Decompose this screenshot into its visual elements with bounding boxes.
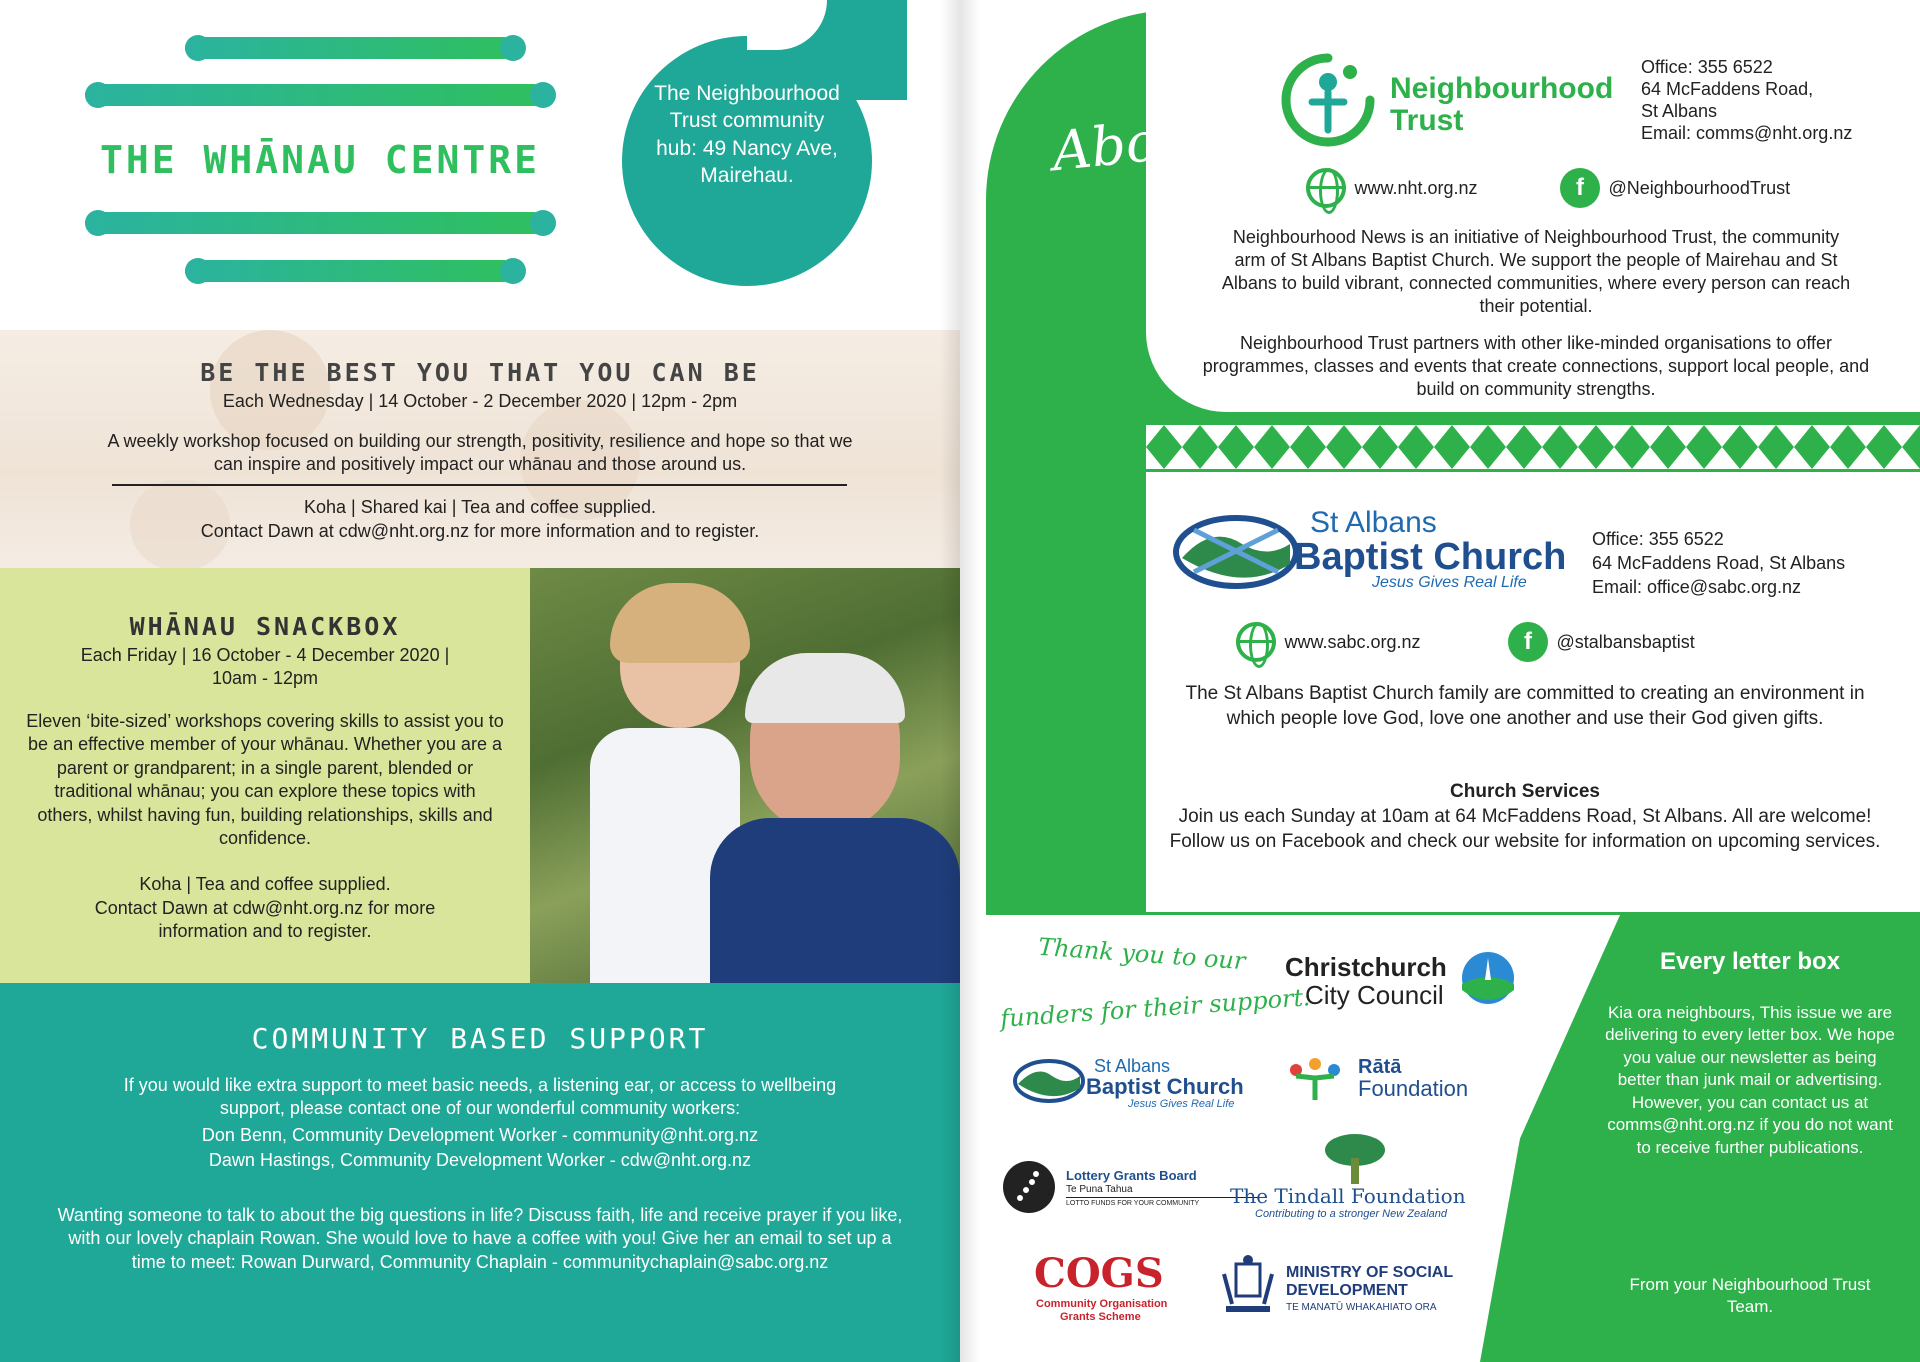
- snackbox-schedule: Each Friday | 16 October - 4 December 2020 | 10am - 12pm: [80, 645, 450, 689]
- sabc-email: Email: office@sabc.org.nz: [1592, 577, 1802, 597]
- nht-logo: [1278, 50, 1378, 150]
- tindall-text-2: Contributing to a stronger New Zealand: [1255, 1208, 1447, 1220]
- lottery-text-2: Te Puna Tahua: [1066, 1184, 1133, 1195]
- hub-bubble-text: The Neighbourhood Trust community hub: 49 Nancy Ave, Mairehau.: [654, 82, 840, 187]
- community-title: COMMUNITY BASED SUPPORT: [251, 1022, 709, 1055]
- sabc-small-text-2: Baptist Church: [1086, 1074, 1244, 1099]
- globe-icon: [1306, 168, 1346, 208]
- tindall-tree-icon: [1320, 1132, 1390, 1184]
- page-spine: [940, 0, 980, 1362]
- about-paragraph-1: Neighbourhood News is an initiative of Neighbourhood Trust, the community arm of St Albans Baptist Church. We support the people of Mairehau and St Albans to build vibrant, connected communities, where every person can reach their potential.: [1221, 227, 1851, 317]
- sabc-web-link[interactable]: www.sabc.org.nz: [1284, 631, 1421, 652]
- community-worker-don: Don Benn, Community Development Worker - community@nht.org.nz: [201, 1125, 759, 1145]
- rata-foundation-icon: [1286, 1056, 1344, 1100]
- funders-thanks-2: funders for their support:: [999, 983, 1313, 1033]
- ccc-logo-text-1: Christchurch: [1285, 952, 1447, 982]
- lottery-text-3: LOTTO FUNDS FOR YOUR COMMUNITY: [1066, 1200, 1200, 1207]
- nht-email: Email: comms@nht.org.nz: [1641, 123, 1853, 143]
- deco-bar: [85, 84, 545, 106]
- header-title: THE WHĀNAU CENTRE: [100, 138, 540, 182]
- lottery-nz-map-icon: [1002, 1160, 1056, 1214]
- letterbox-title: Every letter box: [1659, 948, 1841, 975]
- sabc-small-text-1: St Albans: [1094, 1056, 1171, 1076]
- deco-dot: [530, 210, 556, 236]
- sabc-logo-text-2: Baptist Church: [1294, 536, 1567, 578]
- sabc-web-row[interactable]: [1236, 622, 1421, 662]
- deco-dot: [530, 82, 556, 108]
- divider-line: [112, 484, 847, 486]
- sabc-logo-mark: [1172, 514, 1300, 595]
- about-script-title: About: [1049, 103, 1218, 184]
- nz-coat-of-arms-icon: [1218, 1254, 1278, 1318]
- msd-text-3: TE MANATŪ WHAKAHIATO ORA: [1286, 1302, 1437, 1313]
- ccc-logo-text-2: City Council: [1305, 980, 1444, 1010]
- community-intro: If you would like extra support to meet basic needs, a listening ear, or access to wellbeing support, please contact one of our wonderful community workers:: [123, 1075, 837, 1119]
- community-chaplain: Wanting someone to talk to about the big questions in life? Discuss faith, life and receive prayer if you like, with our lovely chaplain Rowan. She would love to have a coffee with you! Give her an email to set up a time to meet: Rowan Durward, Community Chaplain - communitychaplain@sabc.org.nz: [57, 1205, 903, 1272]
- sabc-services-text: Join us each Sunday at 10am at 64 McFaddens Road, St Albans. All are welcome! Follow us on Facebook and check our website for information on upcoming services.: [1169, 806, 1881, 852]
- about-paragraph-2: Neighbourhood Trust partners with other like-minded organisations to offer programmes, classes and events that create connections, support local people, and build on community strengths.: [1202, 333, 1870, 400]
- deco-bar: [85, 212, 545, 234]
- nht-facebook-row[interactable]: [1560, 168, 1790, 208]
- right-page: [960, 0, 1920, 1362]
- sabc-logo-mark-icon: [1172, 514, 1300, 590]
- grandparent-photo: [530, 568, 960, 983]
- sabc-facebook-row[interactable]: [1508, 622, 1695, 662]
- msd-text-1: MINISTRY OF SOCIAL: [1286, 1264, 1454, 1281]
- cogs-text-1: COGS: [1034, 1250, 1164, 1297]
- nht-address-2: St Albans: [1641, 101, 1718, 121]
- msd-text-2: DEVELOPMENT: [1286, 1282, 1408, 1299]
- sabc-small-tag: Jesus Gives Real Life: [1128, 1098, 1235, 1110]
- lottery-text-1: Lottery Grants Board: [1066, 1168, 1197, 1183]
- nht-logo-mark-icon: [1278, 50, 1378, 150]
- sabc-facebook-link[interactable]: @stalbansbaptist: [1556, 631, 1695, 652]
- best-you-schedule: Each Wednesday | 14 October - 2 December 2020 | 12pm - 2pm: [222, 391, 738, 411]
- snackbox-description: Eleven ‘bite-sized’ workshops covering skills to assist you to be an effective member of your whānau. Whether you are a parent or grandparent; in a single parent, blended or traditional whānau; you can explore these topics with others, whilst having fun, building relationships, skills and confidence.: [26, 711, 504, 848]
- nht-office: Office: 355 6522: [1641, 57, 1773, 77]
- snackbox-contact: Contact Dawn at cdw@nht.org.nz for more information and to register.: [94, 898, 436, 942]
- nht-web-link[interactable]: www.nht.org.nz: [1354, 177, 1478, 198]
- nht-logo-text-1: Neighbourhood: [1390, 72, 1614, 105]
- diamond-band: [1146, 425, 1920, 469]
- best-you-details: Koha | Shared kai | Tea and coffee supplied.: [304, 497, 656, 517]
- sabc-tagline: Jesus Gives Real Life: [1372, 574, 1527, 591]
- sabc-small-logo-icon: [1012, 1058, 1086, 1104]
- letterbox-signoff: From your Neighbourhood Trust Team.: [1629, 1275, 1871, 1317]
- best-you-description: A weekly workshop focused on building our strength, positivity, resilience and hope so that we can inspire and positively impact our whānau and those around us.: [107, 431, 853, 475]
- facebook-icon: f: [1508, 622, 1548, 662]
- nht-logo-text-2: Trust: [1390, 104, 1464, 137]
- facebook-icon: f: [1560, 168, 1600, 208]
- deco-bar: [185, 37, 515, 59]
- deco-bar: [185, 260, 515, 282]
- rata-text-1: Rātā: [1358, 1056, 1402, 1078]
- sabc-logo-text-1: St Albans: [1310, 506, 1437, 539]
- deco-dot: [500, 258, 526, 284]
- funders-thanks-1: Thank you to our: [1037, 932, 1247, 976]
- sabc-address: 64 McFaddens Road, St Albans: [1592, 553, 1846, 573]
- community-worker-dawn: Dawn Hastings, Community Development Worker - cdw@nht.org.nz: [208, 1150, 752, 1170]
- sabc-services-title: Church Services: [1450, 781, 1600, 802]
- sabc-office: Office: 355 6522: [1592, 529, 1724, 549]
- nht-address-1: 64 McFaddens Road,: [1641, 79, 1814, 99]
- ccc-cathedral-icon: [1460, 950, 1516, 1006]
- globe-icon: [1236, 622, 1276, 662]
- deco-dot: [500, 35, 526, 61]
- rata-text-2: Foundation: [1358, 1076, 1469, 1101]
- sabc-paragraph: The St Albans Baptist Church family are committed to creating an environment in which people love God, love one another and use their God given gifts.: [1185, 683, 1865, 729]
- snackbox-details: Koha | Tea and coffee supplied.: [139, 874, 391, 894]
- best-you-title: BE THE BEST YOU THAT YOU CAN BE: [200, 358, 760, 387]
- tindall-text-1: The Tindall Foundation: [1230, 1184, 1466, 1208]
- cogs-text-3: Grants Scheme: [1060, 1311, 1141, 1323]
- cogs-text-2: Community Organisation: [1036, 1298, 1168, 1310]
- letterbox-text: Kia ora neighbours, This issue we are delivering to every letter box. We hope you value our newsletter as being better than junk mail or advertising. However, you can contact us at comms@nht.org.nz if you do not want to receive further publications.: [1605, 1003, 1895, 1157]
- snackbox-title: WHĀNAU SNACKBOX: [129, 612, 401, 641]
- nht-facebook-link[interactable]: @NeighbourhoodTrust: [1608, 177, 1791, 198]
- best-you-contact: Contact Dawn at cdw@nht.org.nz for more information and to register.: [200, 521, 760, 541]
- nht-web-row[interactable]: [1306, 168, 1478, 208]
